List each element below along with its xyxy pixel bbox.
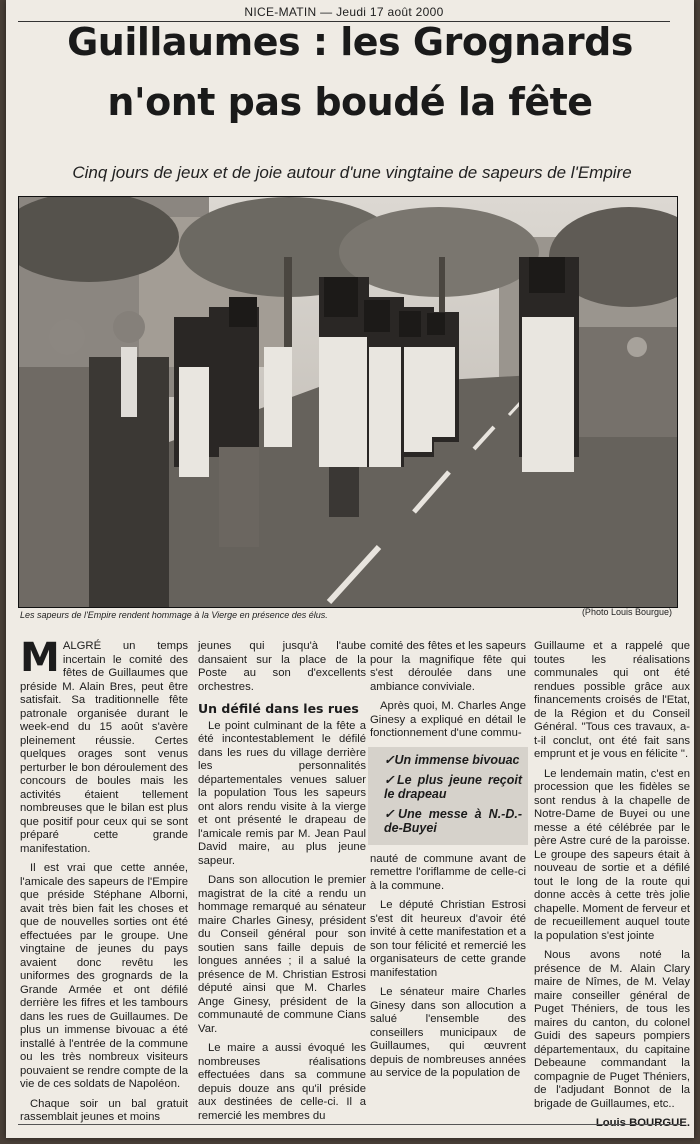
section-subtitle: Un défilé dans les rues — [198, 701, 359, 716]
paragraph — [20, 635, 188, 856]
paragraph: Le sénateur maire Charles Ginesy dans son allocution a salué l'ensemble des conseillers municipaux de Guillaumes, qui œuvrent depuis de nombreuses années au service de la population de — [370, 986, 526, 1079]
paragraph: Après quoi, M. Charles Ange Ginesy a expliqué en détail le fonctionnement d'une commu- — [370, 700, 526, 739]
drop-cap: M — [20, 635, 60, 681]
paragraph: Le lendemain matin, c'est en procession que les fidèles se sont rendus à la chapelle de Notre-Dame de Buyei ou une messe a été célébrée par le père Astre curé de la paroisse. Le groupe des sapeurs était à nouveau de sortie et a défilé tout le long de la route qui donne accès à cette très jolie chapelle. Moment de ferveur et de recueillement auquel toute la population s'est jointe — [534, 767, 690, 942]
paragraph: Le point culminant de la fête a été incontestablement le défilé dans les rues du village derrière les personnalités départementales venues saluer la population Tous les sapeurs ont alors rendu visite à la vierge et ont présenté le drapeau de l'amicale remis par M. Jean Paul David maire, au plus jeune sapeur. — [198, 719, 366, 867]
paragraph: Dans son allocution le premier magistrat de la cité a rendu un hommage remarqué au sénateur maire Charles Ginesy, président du Conseil général pour son soutien sans faille depuis de longues années ; il a salué la présence de M. Christian Estrosi député ainsi que M. Charles Ange Ginesy, président de la communauté de commune Cians Var. — [198, 874, 366, 1035]
parade-photo-drawing — [19, 197, 677, 607]
paragraph: jeunes qui jusqu'à l'aube dansaient sur la place de la Poste au son d'excellents orchestres. — [198, 640, 366, 693]
highlights-box — [368, 747, 528, 845]
paragraph: Il est vrai que cette année, l'amicale des sapeurs de l'Empire que préside Stéphane Alborni, avait très bien fait les choses et que de nouvelles sorties ont été effectuées par le groupe. Une vingtaine de jeunes du pays avaient donc revêtu les uniformes des grognards de la Grande Armée et ont défilé derrière les fifres et les tambours dans les rues de Guillaumes. De plus un immense bivouac a été installé à l'entrée de la commune ou les très nombreux visiteurs pouvaient se rendre compte de la vie de ces soldats de Napoléon. — [20, 862, 188, 1090]
paragraph: Chaque soir un bal gratuit rassemblait jeunes et moins — [20, 1097, 188, 1123]
headline-line-2: n'ont pas boudé la fête — [107, 80, 593, 124]
highlight-item: ✓Un immense bivouac — [384, 752, 520, 767]
highlight-item: ✓Le plus jeune reçoit le drapeau — [384, 772, 522, 801]
article-column-4 — [534, 640, 690, 1131]
paragraph: comité des fêtes et les sapeurs pour la magnifique fête qui s'est déroulée dans une ambiance conviviale. — [370, 640, 526, 693]
subheadline: Cinq jours de jeux et de joie autour d'une vingtaine de sapeurs de l'Empire — [72, 163, 632, 182]
bottom-rule — [18, 1124, 682, 1125]
article-column-3 — [370, 640, 526, 1087]
highlight-item: ✓Une messe à N.-D.-de-Buyei — [384, 806, 522, 835]
paragraph: nauté de commune avant de remettre l'oriflamme de celle-ci à la commune. — [370, 852, 526, 892]
paragraph: Le maire a aussi évoqué les nombreuses réalisations effectuées dans sa commune depuis douze ans qu'il préside aux destinées de celle-ci. Il a remercié les membres du — [198, 1042, 366, 1122]
article-column-1 — [20, 635, 188, 1131]
paragraph-text: ALGRÉ un temps incertain le comité des fêtes de Guillaumes que préside M. Alain Bres, peut être satisfait. Sa traditionnelle fête patronale organisée durant le week-end du 15 août s'avère pleinement réussie. Certes quelques orages sont venus perturber le bon déroulement des concours de boules mais les activités étaient tellement nombreuses que le bilan est plus que positif pour ceux qui se sont préparé cette grande manifestation. — [20, 640, 188, 855]
paragraph: Nous avons noté la présence de M. Alain Clary maire de Nîmes, de M. Velay maire conseiller général de Puget Théniers, de tous les maires du canton, du colonel Guidi des sapeurs pompiers départementaux, du capitaine Debeaune commandant la compagnie de Puget Théniers, de l'adjudant Bonnot de la brigade de Guillaumes, etc.. — [534, 949, 690, 1110]
photo-caption: Les sapeurs de l'Empire rendent hommage à la Vierge en présence des élus. — [20, 610, 328, 620]
paragraph: Le député Christian Estrosi s'est dit heureux d'avoir été invité à cette manifestation et a son tour félicité et remercié les organisateurs de cette grande manifestation — [370, 899, 526, 979]
headline-line-1: Guillaumes : les Grognards — [67, 20, 633, 64]
paragraph: Guillaume et a rappelé que toutes les réalisations communales qui ont été rendues possible grâce aux financements croisés de l'Etat, de la Région et du Conseil Général. "Tous ces travaux, a-t-il conclut, ont été fait sans emprunt et je vous en félicite ". — [534, 640, 690, 760]
photo-credit: (Photo Louis Bourgue) — [581, 607, 672, 617]
parade-photo — [18, 196, 678, 608]
newspaper-header: NICE-MATIN — Jeudi 17 août 2000 — [244, 5, 444, 19]
newspaper-page — [6, 0, 694, 1138]
author-byline: Louis BOURGUE. — [595, 1117, 690, 1129]
article-column-2 — [198, 640, 366, 1129]
